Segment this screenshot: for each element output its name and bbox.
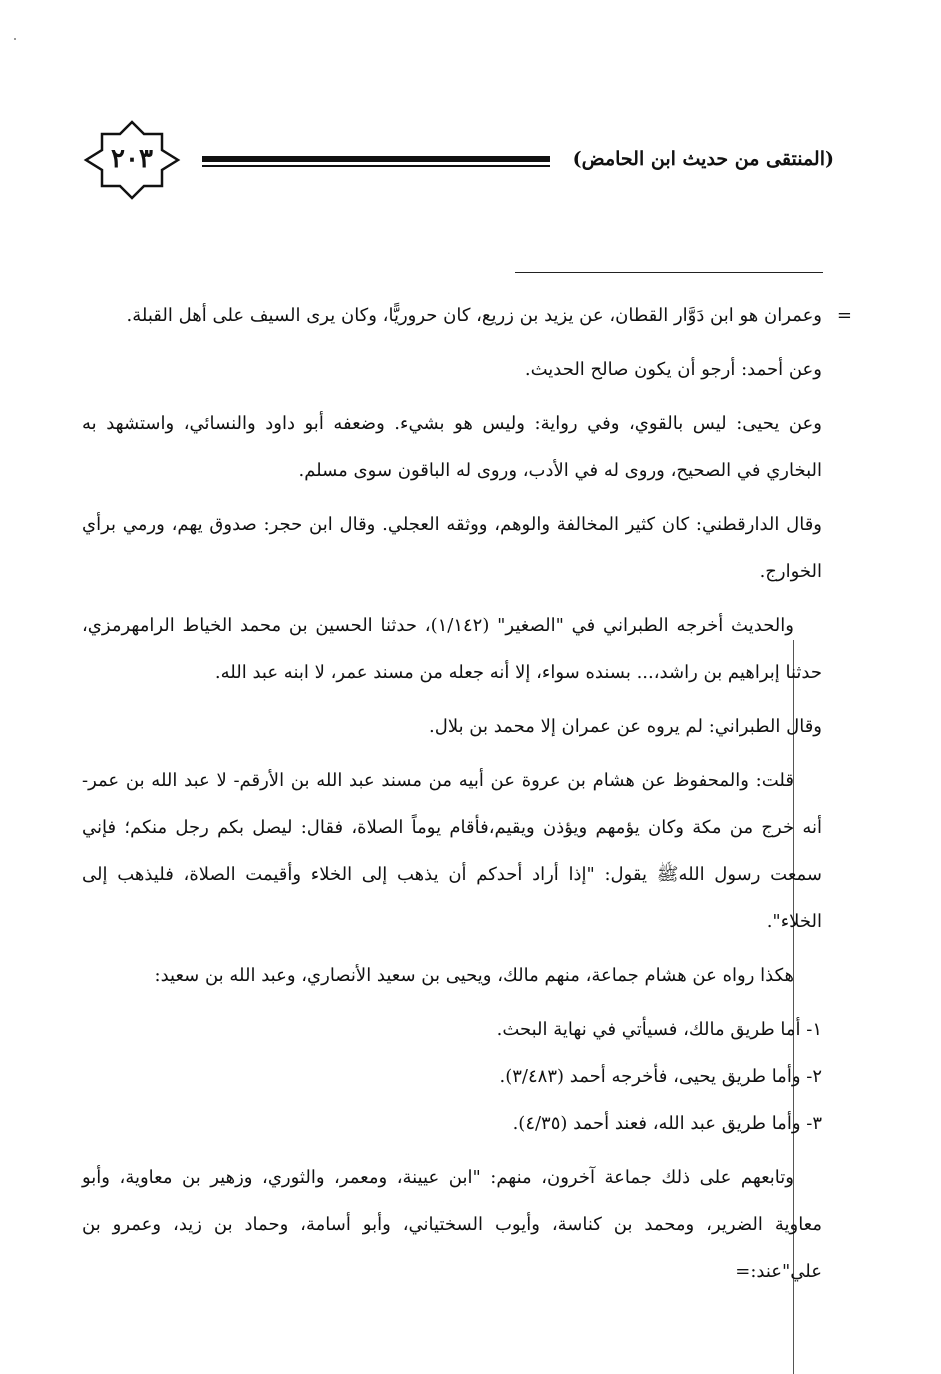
page-header xyxy=(70,120,840,200)
list-item: ٣- وأما طريق عبد الله، فعند أحمد (٤/٣٥). xyxy=(512,1113,822,1134)
footnote-paragraph: = وعمران هو ابن دَوَّار القطان، عن يزيد بن زريع، كان حروريًّا، وكان يرى السيف على أهل القبلة. xyxy=(82,292,822,339)
list-item: ١- أما طريق مالك، فسيأتي في نهاية البحث. xyxy=(496,1019,822,1040)
footnote-paragraph: وعن يحيى: ليس بالقوي، وفي رواية: وليس هو بشيء. وضعفه أبو داود والنسائي، واستشهد به البخاري في الصحيح، وروى له في الأدب، وروى له الباقون سوى مسلم. xyxy=(82,413,822,481)
page-number-badge xyxy=(82,120,182,200)
footnote-paragraph: هكذا رواه عن هشام جماعة، منهم مالك، ويحيى بن سعيد الأنصاري، وعبد الله بن سعيد: xyxy=(154,965,794,986)
footnote-paragraph: وقال الدارقطني: كان كثير المخالفة والوهم، ووثقه العجلي. وقال ابن حجر: صدوق يهم، ورمي برأي الخوارج. xyxy=(82,514,822,582)
footnote-paragraph: وقال الطبراني: لم يروه عن عمران إلا محمد بن بلال. xyxy=(429,716,822,737)
scan-artifact-dot xyxy=(14,38,16,40)
page-number: ٢٠٣ xyxy=(111,144,153,174)
footnote-paragraph: وتابعهم على ذلك جماعة آخرون، منهم: "ابن عيينة، ومعمر، والثوري، وزهير بن معاوية، وأبو معاوية الضرير، ومحمد بن كناسة، وأيوب السختياني، وأبو أسامة، وحماد بن زيد، وعمرو بن علي"عند:= xyxy=(82,1167,822,1282)
header-rule-thin xyxy=(202,165,550,167)
footnote-separator xyxy=(515,272,823,273)
header-rule xyxy=(202,156,550,162)
footnote-paragraph: قلت: والمحفوظ عن هشام بن عروة عن أبيه من مسند عبد الله بن الأرقم- لا عبد الله بن عمر- أنه خرج من مكة وكان يؤمهم ويؤذن ويقيم،فأقام يوماً الصلاة، فقال: ليصل بكم رجل منكم؛ فإني سمعت رسول اللهﷺ يقول: "إذا أراد أحدكم أن يذهب إلى الخلاء وأقيمت الصلاة، فليذهب إلى الخلاء". xyxy=(82,770,822,932)
footnote-paragraph: وعن أحمد: أرجو أن يكون صالح الحديث. xyxy=(524,359,822,380)
list-item: ٢- وأما طريق يحيى، فأخرجه أحمد (٣/٤٨٣). xyxy=(499,1066,822,1087)
footnote-body xyxy=(82,292,822,1302)
book-title: (المنتقى من حديث ابن الحامض) xyxy=(572,148,834,170)
footnote-paragraph: والحديث أخرجه الطبراني في "الصغير" (١/١٤٢)، حدثنا الحسين بن محمد الخياط الرامهرمزي، حدثنا إبراهيم بن راشد،... بسنده سواء، إلا أنه جعله من مسند عمر، لا ابنه عبد الله. xyxy=(82,615,822,683)
